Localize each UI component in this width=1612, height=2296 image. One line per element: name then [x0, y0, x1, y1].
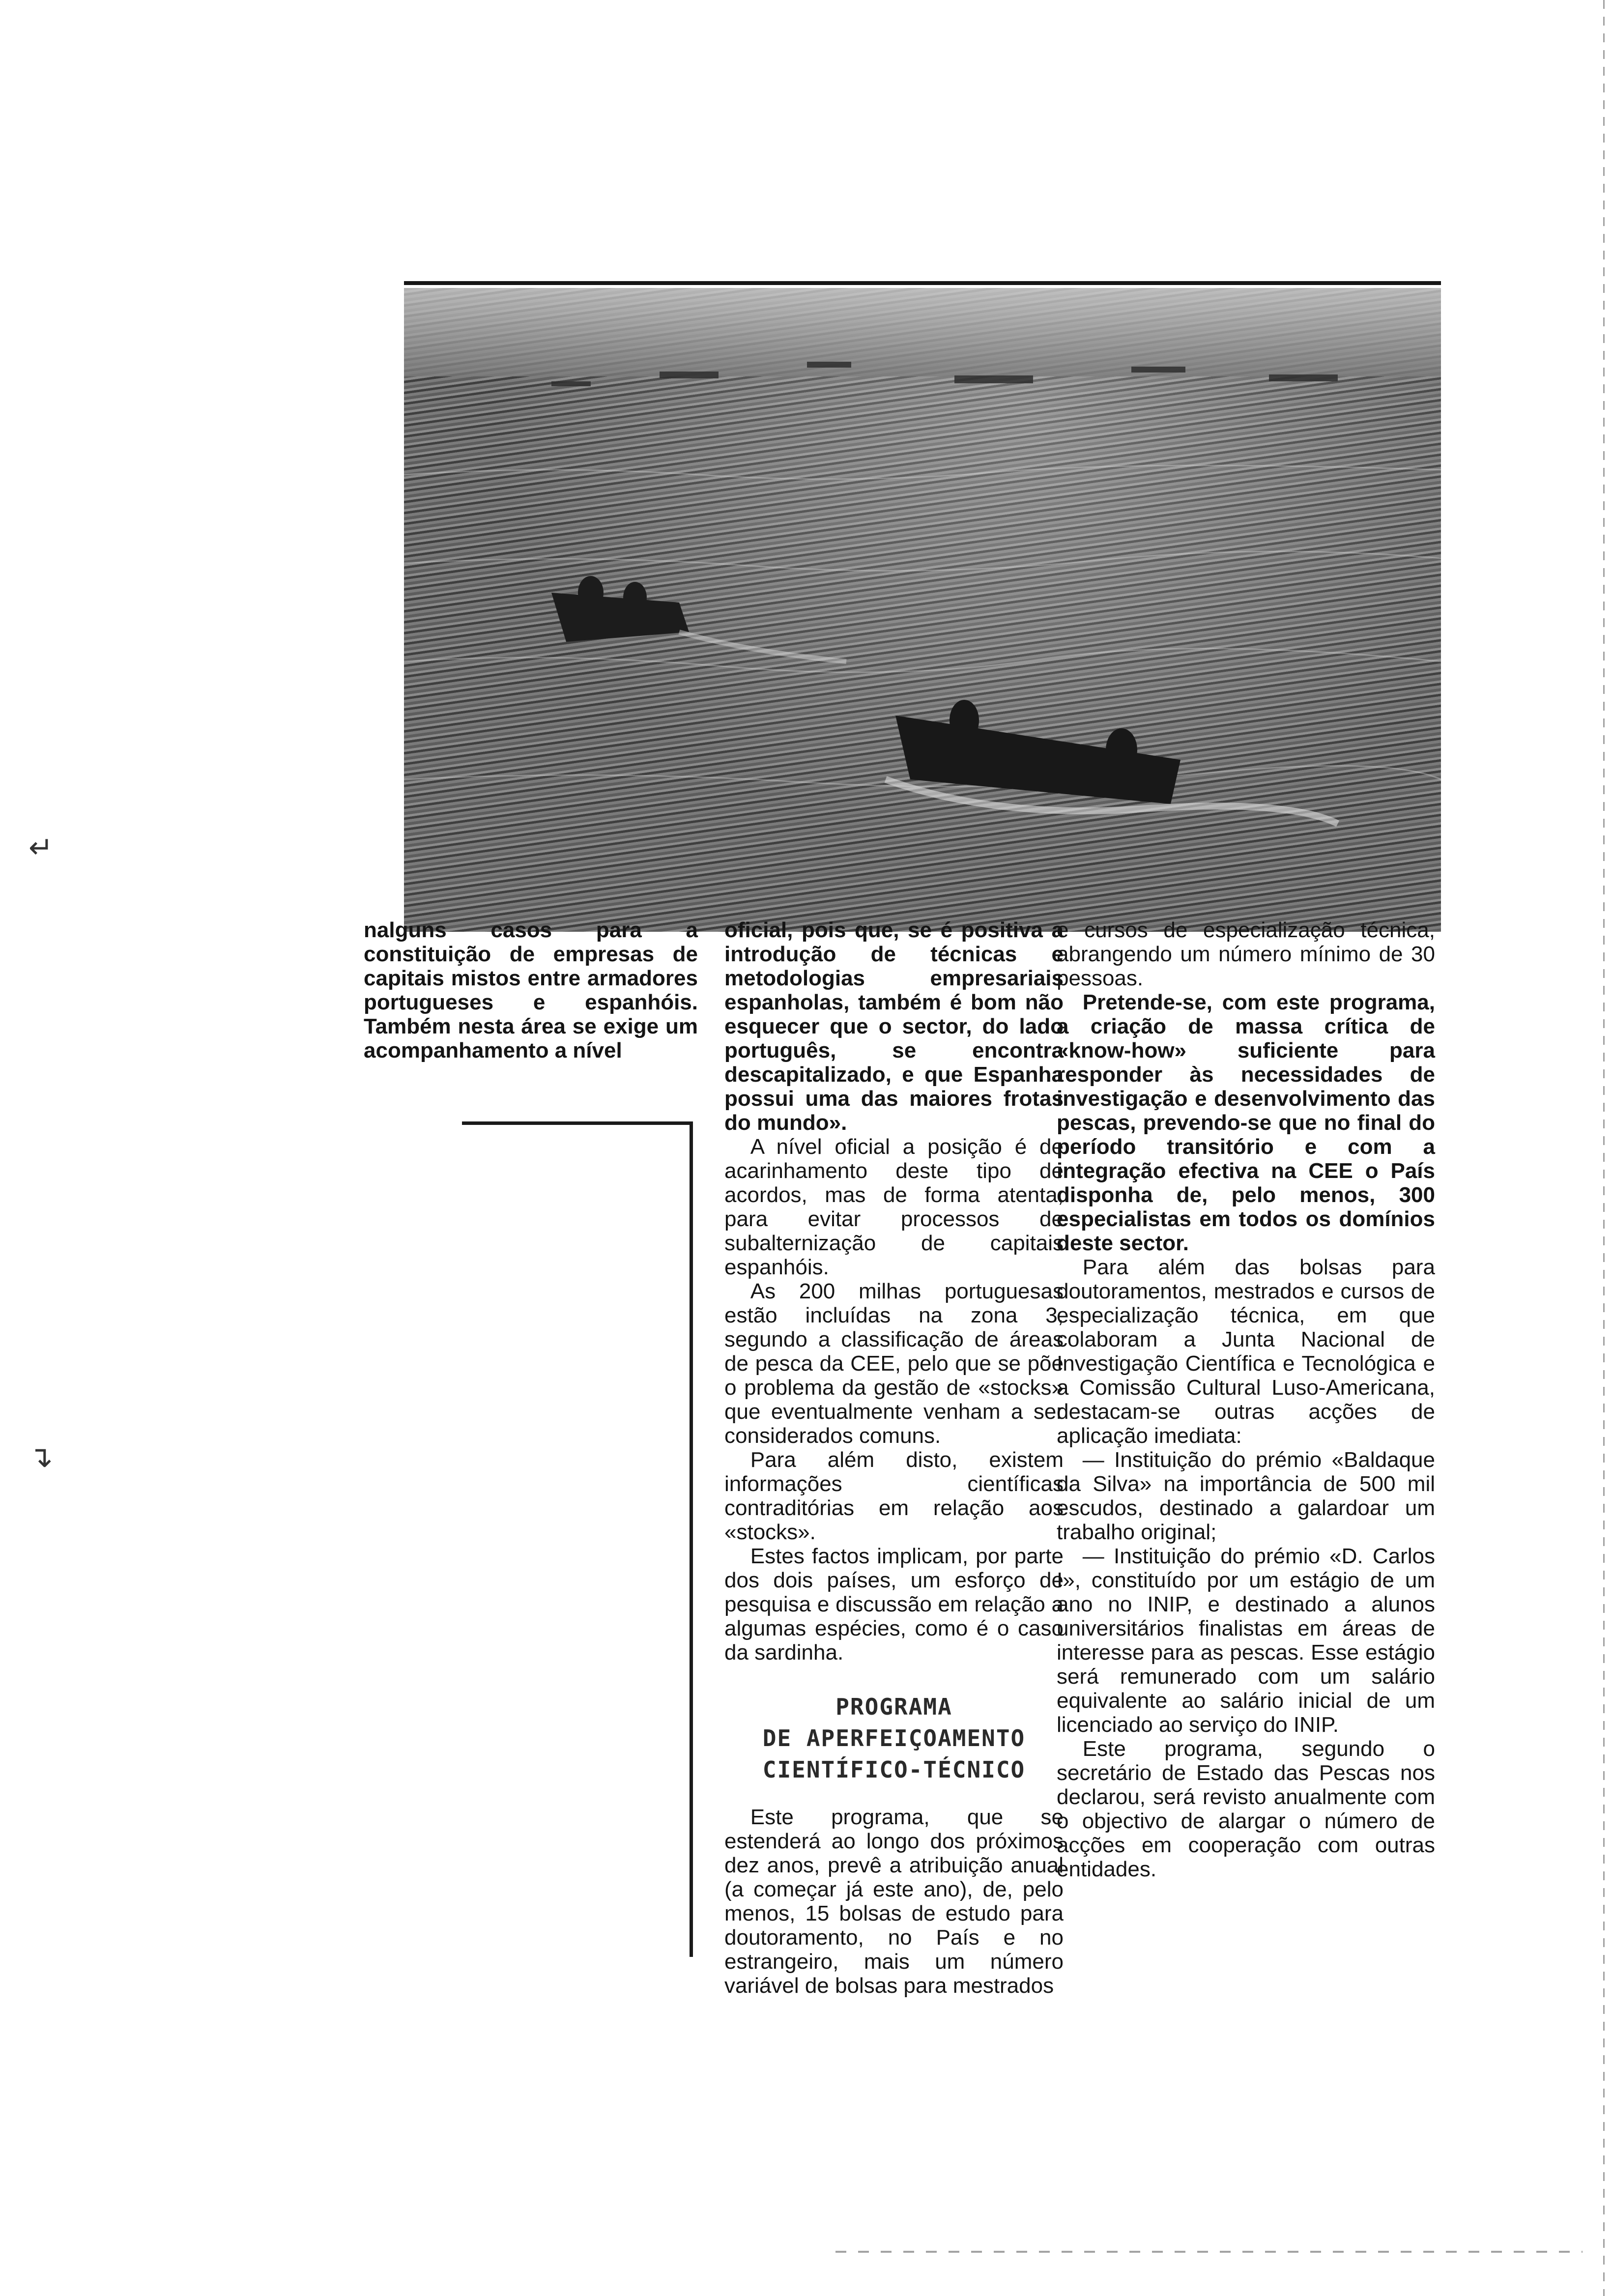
boat-rear-icon — [551, 576, 689, 642]
article-column-2 — [724, 918, 1064, 1998]
top-rule — [404, 281, 1441, 285]
news-photo — [404, 288, 1441, 932]
subheading-line: DE APERFEIÇOAMENTO — [762, 1725, 1026, 1751]
paragraph: A nível oficial a posição é de acarinhamento deste tipo de acordos, mas de forma atenta, para evitar processos de subalternização de capitais espanhóis. — [724, 1135, 1064, 1279]
paragraph: oficial, pois que, se é positiva a introdução de técnicas e metodologias empresariais espanholas, também é bom não esquecer que o sector, do lado português, se encontra descapitalizado, e que Espanha possui uma das maiores frotas do mundo». — [724, 918, 1064, 1135]
boat-front-icon — [895, 700, 1180, 804]
paragraph: nalguns casos para a constituição de empresas de capitais mistos entre armadores portugueses e espanhóis. Também nesta área se exige um acompanhamento a nível — [364, 918, 698, 1062]
article-column-3 — [1057, 918, 1435, 1881]
column-divider-vertical — [690, 1121, 693, 1957]
page-edge-marks — [1603, 0, 1605, 2296]
paragraph: Para além das bolsas para doutoramentos, mestrados e cursos de especialização técnica, em que colaboram a Junta Nacional de Investigação Científica e Tecnológica e a Comissão Cultural Luso-Americana, destacam-se outras acções de aplicação imediata: — [1057, 1255, 1435, 1448]
paragraph: Para além disto, existem informações científicas contraditórias em relação aos «stocks». — [724, 1448, 1064, 1544]
paragraph: Pretende-se, com este programa, a criação de massa crítica de «know-how» suficiente para responder às necessidades de investigação e desenvolvimento das pescas, prevendo-se que no final do período transitório e com a integração efectiva na CEE o País disponha de, pelo menos, 300 especialistas em todos os domínios deste sector. — [1057, 990, 1435, 1255]
paragraph: Estes factos implicam, por parte dos dois países, um esforço de pesquisa e discussão em relação a algumas espécies, como é o caso da sardinha. — [724, 1544, 1064, 1665]
subheading-line: CIENTÍFICO-TÉCNICO — [762, 1756, 1026, 1783]
paragraph: — Instituição do prémio «Baldaque da Silva» na importância de 500 mil escudos, destinado a galardoar um trabalho original; — [1057, 1448, 1435, 1544]
article-column-1 — [364, 918, 698, 1062]
photo-illustration — [404, 288, 1441, 932]
subheading-line: PROGRAMA — [835, 1693, 952, 1720]
column-divider-horizontal — [462, 1121, 693, 1125]
paragraph: Este programa, que se estenderá ao longo dos próximos dez anos, prevê a atribuição anual (a começar já este ano), de, pelo menos, 15 bolsas de estudo para doutoramento, no País e no estrangeiro, mais um número variável de bolsas para mestrados — [724, 1805, 1064, 1998]
margin-mark-icon: ↵ — [29, 831, 54, 864]
section-subheading — [724, 1691, 1064, 1785]
paragraph: e cursos de especialização técnica, abrangendo um número mínimo de 30 pessoas. — [1057, 918, 1435, 990]
paragraph: — Instituição do prémio «D. Carlos I», constituído por um estágio de um ano no INIP, e destinado a alunos universitários finalistas em áreas de interesse para as pescas. Esse estágio será remunerado com um salário equivalente ao salário inicial de um licenciado ao serviço do INIP. — [1057, 1544, 1435, 1737]
paragraph: As 200 milhas portuguesas estão incluídas na zona 3, segundo a classificação de áreas de pesca da CEE, pelo que se põe o problema da gestão de «stocks» que eventualmente venham a ser considerados comuns. — [724, 1279, 1064, 1448]
margin-mark-icon: ↴ — [29, 1440, 54, 1473]
bottom-scan-noise — [835, 2251, 1583, 2253]
paragraph: Este programa, segundo o secretário de Estado das Pescas nos declarou, será revisto anualmente com o objectivo de alargar o número de acções em cooperação com outras entidades. — [1057, 1737, 1435, 1881]
